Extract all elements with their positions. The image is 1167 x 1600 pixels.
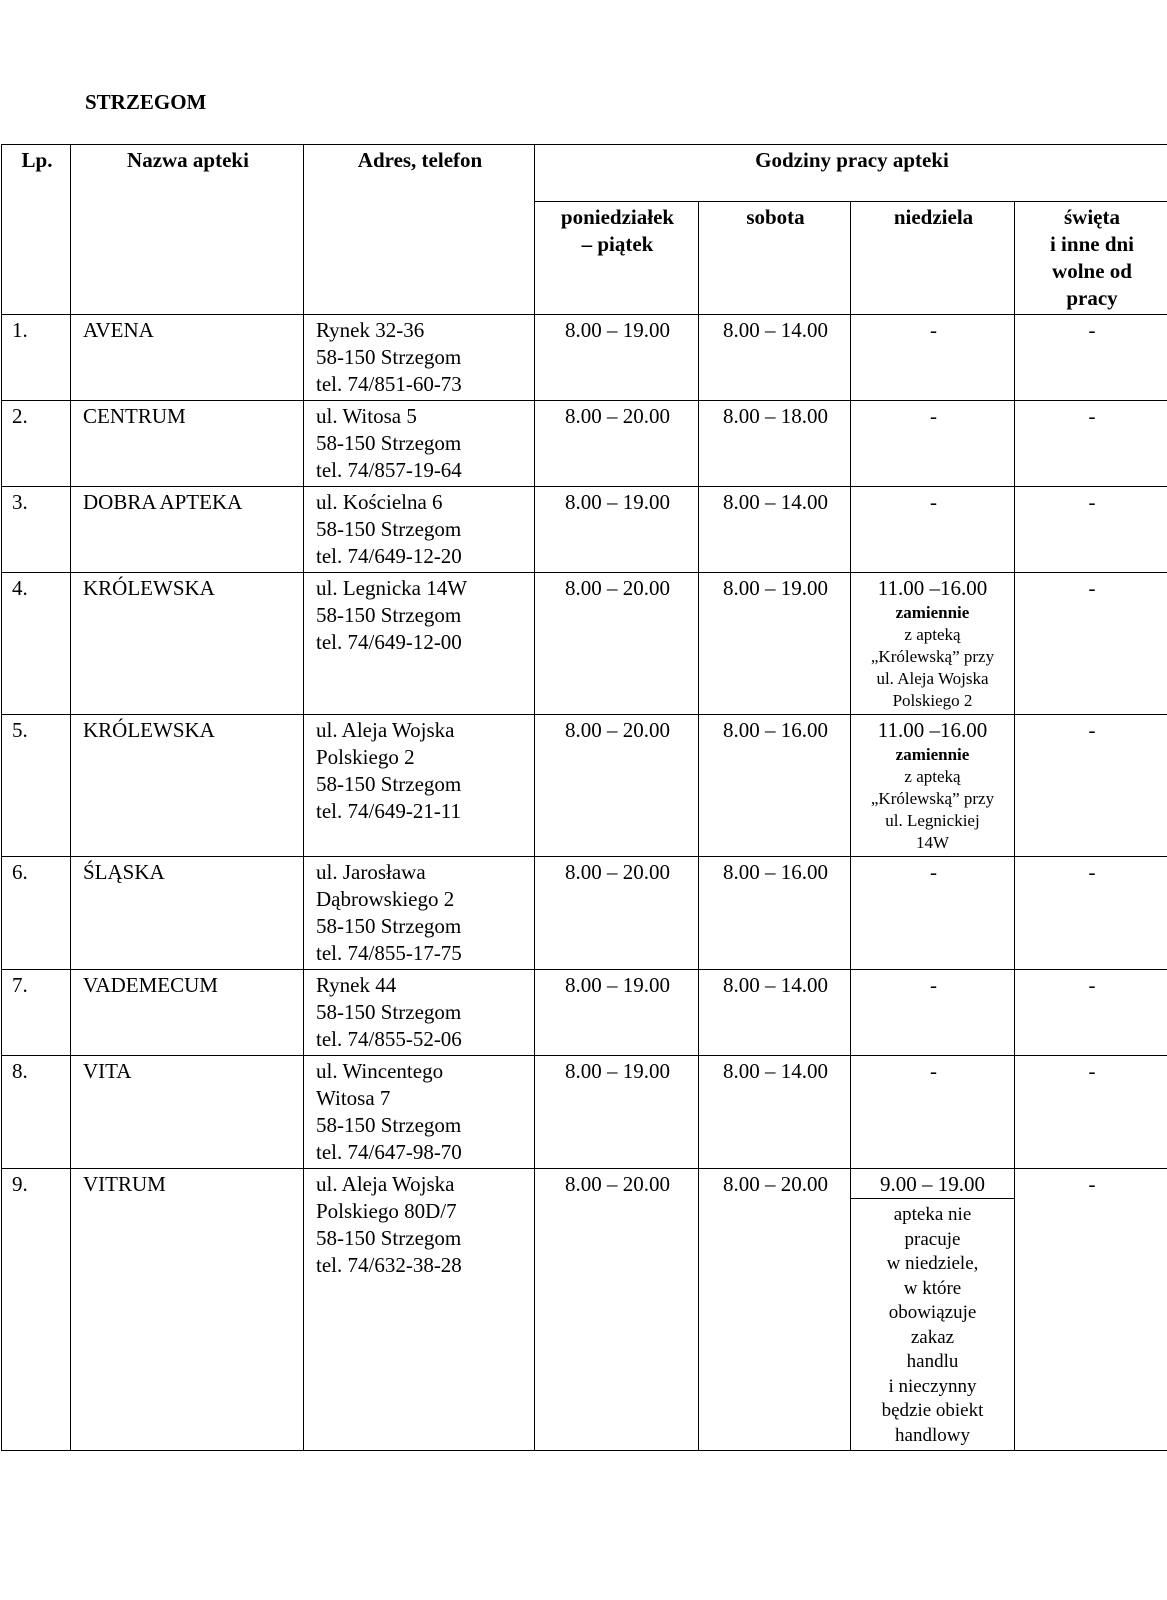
header-hours: Godziny pracy apteki (535, 145, 1167, 202)
hours-holidays: - (1015, 970, 1167, 1056)
sunday-note: zamiennie z apteką „Królewską” przy ul. Aleja Wojska Polskiego 2 (870, 603, 995, 710)
hours-sunday: - (851, 970, 1015, 1056)
hours-weekdays: 8.00 – 20.00 (535, 401, 699, 487)
hours-saturday: 8.00 – 16.00 (699, 857, 851, 970)
table-row (2, 401, 1167, 487)
pharmacy-name: CENTRUM (71, 401, 304, 487)
hours-weekdays: 8.00 – 19.00 (535, 1056, 699, 1169)
row-lp: 6. (2, 857, 71, 970)
hours-saturday: 8.00 – 14.00 (699, 315, 851, 401)
hours-sunday: - (851, 315, 1015, 401)
row-lp: 3. (2, 487, 71, 573)
table-row (2, 715, 1167, 857)
hours-holidays: - (1015, 1169, 1167, 1451)
row-lp: 8. (2, 1056, 71, 1169)
header-weekdays: poniedziałek – piątek (535, 202, 699, 315)
sunday-note: zamiennie z apteką „Królewską” przy ul. Legnickiej 14W (870, 745, 995, 852)
hours-holidays: - (1015, 487, 1167, 573)
pharmacy-name: KRÓLEWSKA (71, 573, 304, 715)
pharmacy-address: Rynek 44 58-150 Strzegom tel. 74/855-52-06 (304, 970, 535, 1056)
hours-weekdays: 8.00 – 20.00 (535, 715, 699, 857)
hours-sunday: - (851, 487, 1015, 573)
pharmacy-name: DOBRA APTEKA (71, 487, 304, 573)
row-lp: 4. (2, 573, 71, 715)
pharmacy-hours-table (1, 144, 1167, 1451)
header-saturday: sobota (699, 202, 851, 315)
table-row (2, 315, 1167, 401)
table-row (2, 970, 1167, 1056)
table-row (2, 857, 1167, 970)
hours-saturday: 8.00 – 14.00 (699, 970, 851, 1056)
pharmacy-address: ul. Legnicka 14W 58-150 Strzegom tel. 74/649-12-00 (304, 573, 535, 715)
hours-sunday: - (851, 857, 1015, 970)
row-lp: 1. (2, 315, 71, 401)
hours-saturday: 8.00 – 20.00 (699, 1169, 851, 1451)
pharmacy-name: VITRUM (71, 1169, 304, 1451)
row-lp: 2. (2, 401, 71, 487)
pharmacy-name: ŚLĄSKA (71, 857, 304, 970)
hours-weekdays: 8.00 – 19.00 (535, 315, 699, 401)
hours-sunday: 9.00 – 19.00 apteka nie pracuje w niedziele, w które obowiązuje zakaz handlu i nieczynny będzie obiekt handlowy (851, 1169, 1015, 1451)
pharmacy-address: ul. Aleja Wojska Polskiego 2 58-150 Strzegom tel. 74/649-21-11 (304, 715, 535, 857)
row-lp: 5. (2, 715, 71, 857)
pharmacy-name: KRÓLEWSKA (71, 715, 304, 857)
hours-holidays: - (1015, 315, 1167, 401)
table-row (2, 573, 1167, 715)
hours-saturday: 8.00 – 19.00 (699, 573, 851, 715)
hours-saturday: 8.00 – 16.00 (699, 715, 851, 857)
header-name: Nazwa apteki (71, 145, 304, 315)
hours-holidays: - (1015, 1056, 1167, 1169)
hours-weekdays: 8.00 – 20.00 (535, 573, 699, 715)
hours-holidays: - (1015, 401, 1167, 487)
hours-weekdays: 8.00 – 20.00 (535, 1169, 699, 1451)
pharmacy-name: AVENA (71, 315, 304, 401)
hours-holidays: - (1015, 715, 1167, 857)
table-row (2, 1169, 1167, 1451)
row-lp: 9. (2, 1169, 71, 1451)
pharmacy-name: VADEMECUM (71, 970, 304, 1056)
header-holidays: święta i inne dni wolne od pracy (1015, 202, 1167, 315)
row-lp: 7. (2, 970, 71, 1056)
hours-weekdays: 8.00 – 20.00 (535, 857, 699, 970)
hours-saturday: 8.00 – 18.00 (699, 401, 851, 487)
hours-saturday: 8.00 – 14.00 (699, 1056, 851, 1169)
hours-sunday: - (851, 1056, 1015, 1169)
pharmacy-name: VITA (71, 1056, 304, 1169)
pharmacy-address: ul. Wincentego Witosa 7 58-150 Strzegom tel. 74/647-98-70 (304, 1056, 535, 1169)
hours-sunday: 11.00 –16.00 zamiennie z apteką „Królewską” przy ul. Aleja Wojska Polskiego 2 (851, 573, 1015, 715)
header-sunday: niedziela (851, 202, 1015, 315)
pharmacy-address: ul. Aleja Wojska Polskiego 80D/7 58-150 Strzegom tel. 74/632-38-28 (304, 1169, 535, 1451)
hours-sunday: - (851, 401, 1015, 487)
pharmacy-address: ul. Jarosława Dąbrowskiego 2 58-150 Strzegom tel. 74/855-17-75 (304, 857, 535, 970)
document-title: STRZEGOM (85, 90, 207, 114)
hours-holidays: - (1015, 857, 1167, 970)
table-row (2, 1056, 1167, 1169)
sunday-note: apteka nie pracuje w niedziele, w które obowiązuje zakaz handlu i nieczynny będzie obiekt handlowy (881, 1204, 984, 1446)
hours-sunday: 11.00 –16.00 zamiennie z apteką „Królewską” przy ul. Legnickiej 14W (851, 715, 1015, 857)
hours-weekdays: 8.00 – 19.00 (535, 970, 699, 1056)
hours-weekdays: 8.00 – 19.00 (535, 487, 699, 573)
hours-saturday: 8.00 – 14.00 (699, 487, 851, 573)
pharmacy-address: Rynek 32-36 58-150 Strzegom tel. 74/851-60-73 (304, 315, 535, 401)
table-row (2, 487, 1167, 573)
pharmacy-address: ul. Kościelna 6 58-150 Strzegom tel. 74/649-12-20 (304, 487, 535, 573)
pharmacy-address: ul. Witosa 5 58-150 Strzegom tel. 74/857-19-64 (304, 401, 535, 487)
hours-holidays: - (1015, 573, 1167, 715)
header-address: Adres, telefon (304, 145, 535, 315)
header-lp: Lp. (2, 145, 71, 315)
